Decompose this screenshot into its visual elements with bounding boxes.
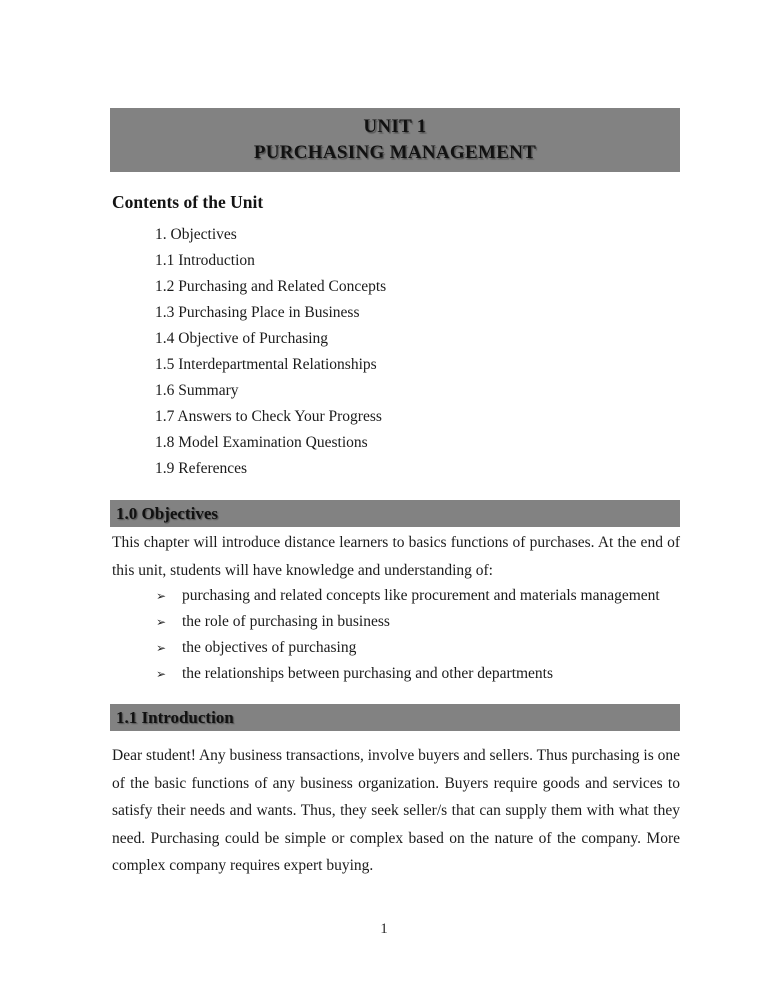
contents-heading: Contents of the Unit: [112, 192, 264, 212]
objectives-intro-paragraph: This chapter will introduce distance learners to basics functions of purchases. At the end of this unit, students will have knowledge and understanding of:: [112, 534, 680, 579]
objectives-bullet-list: [156, 583, 680, 687]
page-number: 1: [380, 921, 388, 937]
arrow-bullet-icon: ➢: [156, 641, 167, 655]
contents-item: 1.4 Objective of Purchasing: [155, 330, 329, 347]
arrow-bullet-icon: ➢: [156, 615, 167, 629]
arrow-bullet-icon: ➢: [156, 589, 167, 603]
section-heading-introduction-label: 1.1 Introduction: [116, 707, 234, 727]
contents-item: 1.6 Summary: [155, 382, 239, 399]
bullet-text: purchasing and related concepts like procurement and materials management: [182, 587, 660, 604]
bullet-text: the objectives of purchasing: [182, 639, 357, 656]
section-heading-objectives: [110, 500, 680, 527]
section-heading-introduction: [110, 704, 680, 731]
list-item: [156, 635, 680, 661]
list-item: [156, 583, 680, 609]
contents-item: 1.2 Purchasing and Related Concepts: [155, 278, 387, 295]
unit-title: PURCHASING MANAGEMENT: [253, 142, 537, 163]
contents-item: 1. Objectives: [155, 226, 237, 243]
contents-item: 1.7 Answers to Check Your Progress: [155, 408, 382, 425]
contents-item: 1.8 Model Examination Questions: [155, 434, 368, 451]
contents-list: [155, 222, 635, 482]
arrow-bullet-icon: ➢: [156, 667, 167, 681]
contents-item: 1.1 Introduction: [155, 252, 255, 269]
list-item: [156, 661, 680, 687]
bullet-text: the role of purchasing in business: [182, 613, 390, 630]
unit-title-banner: [110, 108, 680, 172]
introduction-paragraph: Dear student! Any business transactions, involve buyers and sellers. Thus purchasing is one of the basic functions of any business organization. Buyers require goods and services to satisfy their needs and wants. Thus, they seek seller/s that can supply them with what they need. Purchasing could be simple or complex based on the nature of the company. More complex company requires expert buying.: [112, 747, 680, 875]
section-heading-objectives-label: 1.0 Objectives: [116, 503, 218, 523]
bullet-text: the relationships between purchasing and other departments: [182, 665, 554, 682]
list-item: [156, 609, 680, 635]
unit-number: UNIT 1: [363, 116, 427, 137]
contents-item: 1.5 Interdepartmental Relationships: [155, 356, 377, 373]
contents-item: 1.9 References: [155, 460, 248, 477]
contents-item: 1.3 Purchasing Place in Business: [155, 304, 360, 321]
